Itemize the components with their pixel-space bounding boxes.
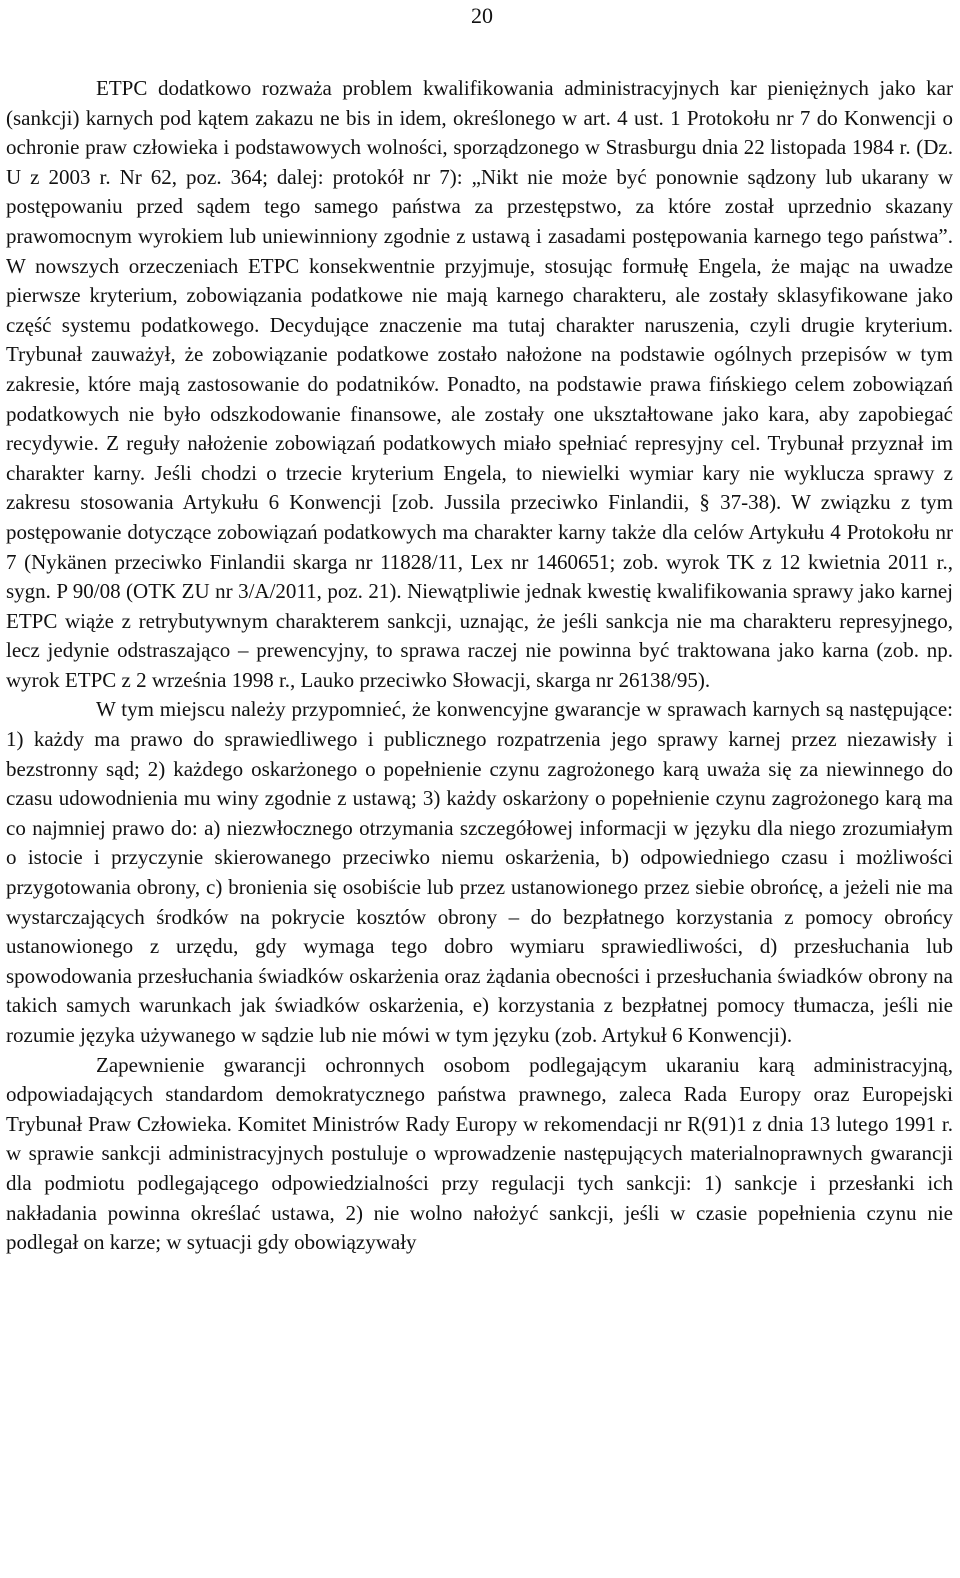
body-text [6, 74, 953, 1258]
paragraph-council-of-europe-recommendation: Zapewnienie gwarancji ochronnych osobom podlegającym ukaraniu karą administracyjną, odpowiadających standardom demokratycznego państwa prawnego, zaleca Rada Europy oraz Europejski Trybunał Praw Człowieka. Komitet Ministrów Rady Europy w rekomendacji nr R(91)1 z dnia 13 lutego 1991 r. w sprawie sankcji administracyjnych postuluje o wprowadzenie następujących materialnoprawnych gwarancji dla podmiotu podlegającego odpowiedzialności przy regulacji tych sankcji: 1) sankcje i przesłanki ich nakładania powinna określać ustawa, 2) nie wolno nałożyć sankcji, jeśli w czasie popełnienia czynu nie podlegał on karze; w sytuacji gdy obowiązywały [6, 1052, 953, 1255]
page-number: 20 [471, 3, 493, 28]
paragraph-convention-guarantees: W tym miejscu należy przypomnieć, że konwencyjne gwarancje w sprawach karnych są następujące: 1) każdy ma prawo do sprawiedliwego i publicznego rozpatrzenia jego sprawy karnej przez niezawisły i bezstronny sąd; 2) każdego oskarżonego o popełnienie czynu zagrożonego karą uważa się za niewinnego do czasu udowodnienia mu winy zgodnie z ustawą; 3) każdy oskarżony o popełnienie czynu zagrożonego karą ma co najmniej prawo do: a) niezwłocznego otrzymania szczegółowej informacji w języku dla niego zrozumiałym o istocie i przyczynie skierowanego przeciwko niemu oskarżenia, b) odpowiedniego czasu i możliwości przygotowania obrony, c) bronienia się osobiście lub przez ustanowionego przez siebie obrońcę, a jeżeli nie ma wystarczających środków na pokrycie kosztów obrony – do bezpłatnego korzystania z pomocy obrońcy ustanowionego z urzędu, gdy wymaga tego dobro wymiaru sprawiedliwości, d) przesłuchania lub spowodowania przesłuchania świadków oskarżenia oraz żądania obecności i przesłuchania świadków obrony na takich samych warunkach jak świadków oskarżenia, e) korzystania z bezpłatnej pomocy tłumacza, jeśli nie rozumie języka używanego w sądzie lub nie mówi w tym języku (zob. Artykuł 6 Konwencji). [6, 697, 953, 1047]
paragraph-ne-bis-in-idem: ETPC dodatkowo rozważa problem kwalifikowania administracyjnych kar pieniężnych jako kar (sankcji) karnych pod kątem zakazu ne bis in idem, określonego w art. 4 ust. 1 Protokołu nr 7 do Konwencji o ochronie praw człowieka i podstawowych wolności, sporządzonego w Strasburgu dnia 22 listopada 1984 r. (Dz. U z 2003 r. Nr 62, poz. 364; dalej: protokół nr 7): „Nikt nie może być ponownie sądzony lub ukarany w postępowaniu przed sądem tego samego państwa za przestępstwo, za które został uprzednio skazany prawomocnym wyrokiem lub uniewinniony zgodnie z ustawą i zasadami postępowania karnego tego państwa”. W nowszych orzeczeniach ETPC konsekwentnie przyjmuje, stosując formułę Engela, że mając na uwadze pierwsze kryterium, zobowiązania podatkowe nie mają karnego charakteru, ale zostały sklasyfikowane jako część systemu podatkowego. Decydujące znaczenie ma tutaj charakter naruszenia, czyli drugie kryterium. Trybunał zauważył, że zobowiązanie podatkowe zostało nałożone na podstawie ogólnych przepisów w tym zakresie, które mają zastosowanie do podatników. Ponadto, na podstawie prawa fińskiego celem zobowiązań podatkowych nie było odszkodowanie finansowe, ale zostały one ukształtowane jako kara, aby zapobiegać recydywie. Z reguły nałożenie zobowiązań podatkowych miało spełniać represyjny cel. Trybunał przyznał im charakter karny. Jeśli chodzi o trzecie kryterium Engela, to niewielki wymiar kary nie wyklucza sprawy z zakresu stosowania Artykułu 6 Konwencji [zob. Jussila przeciwko Finlandii, § 37-38). W związku z tym postępowanie dotyczące zobowiązań podatkowych ma charakter karny także dla celów Artykułu 4 Protokołu nr 7 (Nykänen przeciwko Finlandii skarga nr 11828/11, Lex nr 1460651; zob. wyrok TK z 12 kwietnia 2011 r., sygn. P 90/08 (OTK ZU nr 3/A/2011, poz. 21). Niewątpliwie jednak kwestię kwalifikowania sprawy jako karnej ETPC wiąże z retrybutywnym charakterem sankcji, uznając, że jeśli sankcja nie ma charakteru represyjnego, lecz jedynie odstraszająco – prewencyjny, to sprawa raczej nie powinna być traktowana jako karna (zob. np. wyrok ETPC z 2 września 1998 r., Lauko przeciwko Słowacji, skarga nr 26138/95). [6, 76, 953, 692]
